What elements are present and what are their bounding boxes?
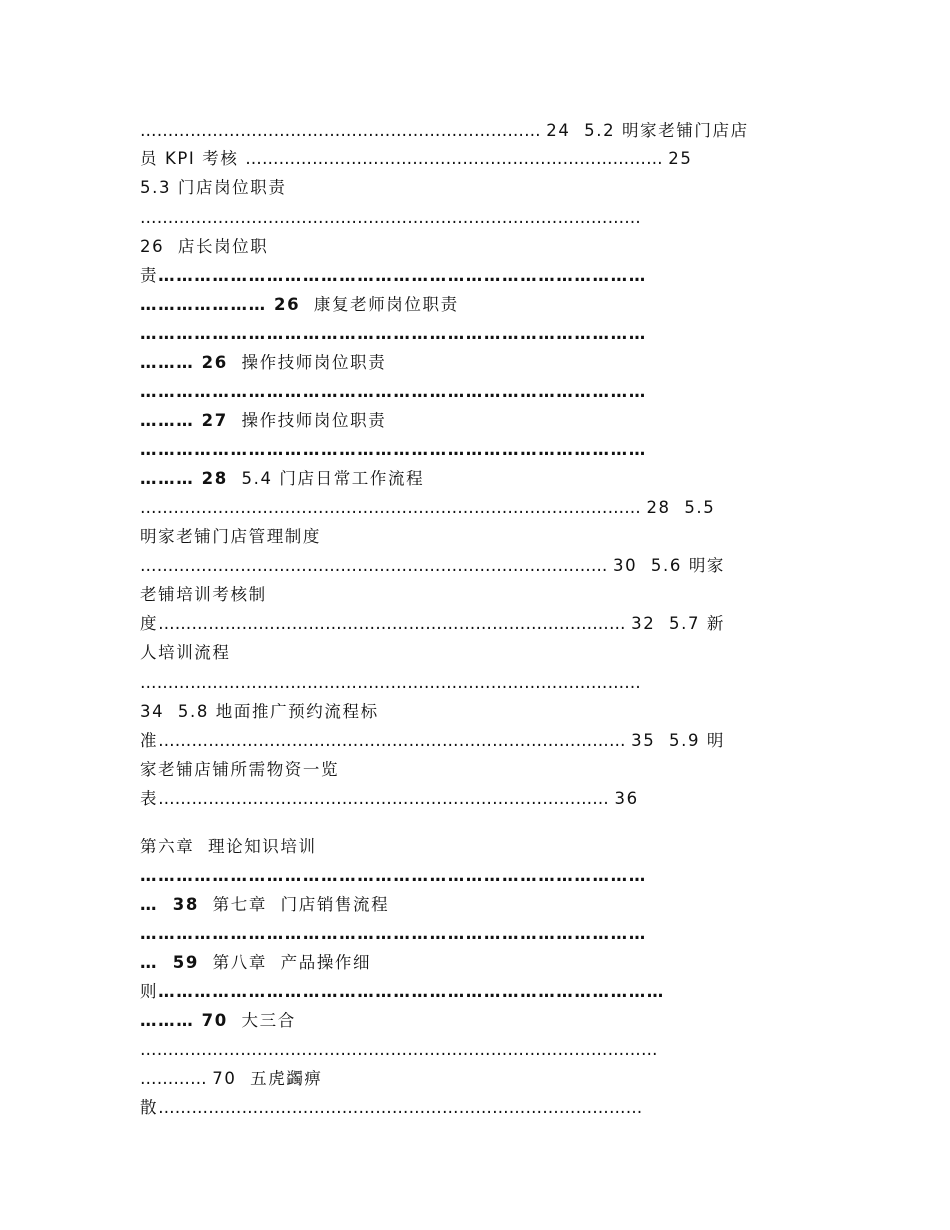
toc-line bbox=[140, 495, 812, 521]
toc-line bbox=[140, 640, 812, 666]
toc-leader-dots: ………………………………………………………………… bbox=[245, 149, 669, 168]
toc-line bbox=[140, 350, 812, 376]
toc-line bbox=[140, 524, 812, 550]
toc-text: 家老铺店铺所需物资一览 bbox=[140, 760, 340, 779]
toc-line bbox=[140, 1095, 812, 1121]
toc-leader-dots: ………………………………………………………………………… bbox=[158, 731, 632, 750]
toc-text: 操作技师岗位职责 bbox=[227, 411, 387, 430]
toc-leader-dots: ………………………………………………………………………… bbox=[140, 924, 647, 943]
toc-leader-dots: ………………………………………………………………………… bbox=[140, 324, 647, 343]
toc-text: 第七章 门店销售流程 bbox=[198, 895, 390, 914]
toc-text: 康复老师岗位职责 bbox=[300, 295, 459, 314]
toc-text: 员 KPI 考核 bbox=[140, 149, 246, 168]
toc-text: 散 bbox=[140, 1098, 159, 1117]
toc-text: 准 bbox=[140, 731, 159, 750]
toc-line bbox=[140, 582, 812, 608]
toc-leader-dots: ……………………………………………………………………………… bbox=[140, 673, 641, 692]
toc-line bbox=[140, 950, 812, 976]
toc-line bbox=[140, 175, 812, 201]
toc-line bbox=[140, 408, 812, 434]
toc-line bbox=[140, 1066, 812, 1092]
toc-text: 26 店长岗位职 bbox=[140, 237, 269, 256]
toc-line bbox=[140, 863, 812, 889]
toc-text: 30 5.6 明家 bbox=[613, 556, 726, 575]
toc-leader-dots: ………… bbox=[140, 1069, 213, 1088]
toc-text: 操作技师岗位职责 bbox=[227, 353, 387, 372]
toc-text: 28 5.5 bbox=[646, 498, 716, 517]
toc-line bbox=[140, 379, 812, 405]
toc-text: 70 五虎蠲痹 bbox=[212, 1069, 323, 1088]
toc-leader-dots: ………………………………………………………………………… bbox=[158, 614, 632, 633]
toc-text: 大三合 bbox=[227, 1011, 296, 1030]
toc-text: 5.4 门店日常工作流程 bbox=[227, 469, 425, 488]
toc-line bbox=[140, 321, 812, 347]
toc-line bbox=[140, 146, 812, 172]
toc-text: 25 bbox=[668, 149, 693, 168]
toc-line bbox=[140, 292, 812, 318]
toc-line bbox=[140, 892, 812, 918]
toc-line bbox=[140, 118, 812, 144]
toc-leader-dots: …………………………………………………………………………… bbox=[158, 1098, 643, 1117]
toc-line bbox=[140, 757, 812, 783]
toc-line bbox=[140, 670, 812, 696]
toc-line bbox=[140, 921, 812, 947]
toc-line bbox=[140, 1008, 812, 1034]
toc-leader-dots: ………………………………………………………………………… bbox=[140, 382, 647, 401]
toc-line bbox=[140, 786, 812, 812]
toc-text: 责 bbox=[140, 266, 159, 285]
toc-text: 第六章 理论知识培训 bbox=[140, 837, 317, 856]
toc-line bbox=[140, 834, 812, 860]
toc-line bbox=[140, 611, 812, 637]
toc-line bbox=[140, 1037, 812, 1063]
toc-line bbox=[140, 979, 812, 1005]
toc-text: 34 5.8 地面推广预约流程标 bbox=[140, 702, 379, 721]
toc-line bbox=[140, 205, 812, 231]
toc-text: 明家老铺门店管理制度 bbox=[140, 527, 321, 546]
toc-line bbox=[140, 437, 812, 463]
toc-line bbox=[140, 263, 812, 289]
toc-leader-dots: ………………………………………………………………………………… bbox=[140, 1040, 658, 1059]
toc-leader-dots: ………………… 26 bbox=[140, 295, 301, 314]
toc-text: 老铺培训考核制 bbox=[140, 585, 267, 604]
toc-text: 32 5.7 新 bbox=[631, 614, 726, 633]
toc-leader-dots: ……… 27 bbox=[140, 411, 228, 430]
toc-line bbox=[140, 466, 812, 492]
toc-text: 第八章 产品操作细 bbox=[198, 953, 372, 972]
toc-leader-dots: ………………………………………………………………………… bbox=[140, 866, 647, 885]
toc-text: 24 5.2 明家老铺门店店 bbox=[546, 121, 749, 140]
toc-line bbox=[140, 699, 812, 725]
toc-text: 表 bbox=[140, 789, 159, 808]
toc-text: 度 bbox=[140, 614, 159, 633]
toc-leader-dots: … 59 bbox=[140, 953, 199, 972]
toc-line bbox=[140, 728, 812, 754]
toc-leader-dots: ……………………………………………………………… bbox=[140, 121, 547, 140]
toc-leader-dots: ………………………………………………………………………… bbox=[158, 982, 665, 1001]
toc-leader-dots: ……… 26 bbox=[140, 353, 228, 372]
toc-line bbox=[140, 553, 812, 579]
toc-text: 人培训流程 bbox=[140, 643, 231, 662]
toc-text: 36 bbox=[614, 789, 639, 808]
toc-line bbox=[140, 234, 812, 260]
toc-leader-dots: ……………………………………………………………………… bbox=[158, 789, 615, 808]
toc-leader-dots: ……………………………………………………………………………… bbox=[140, 208, 641, 227]
toc-text: 35 5.9 明 bbox=[631, 731, 726, 750]
toc-leader-dots: ……………………………………………………………………………… bbox=[140, 498, 647, 517]
toc-text: 则 bbox=[140, 982, 159, 1001]
toc-leader-dots: ………………………………………………………………………… bbox=[140, 440, 647, 459]
toc-leader-dots: ……… 28 bbox=[140, 469, 228, 488]
toc-text: 5.3 门店岗位职责 bbox=[140, 178, 287, 197]
toc-leader-dots: ……… 70 bbox=[140, 1011, 228, 1030]
toc-leader-dots: ……………………………………………………………………… bbox=[158, 266, 647, 285]
toc-leader-dots: ………………………………………………………………………… bbox=[140, 556, 614, 575]
toc-leader-dots: … 38 bbox=[140, 895, 199, 914]
